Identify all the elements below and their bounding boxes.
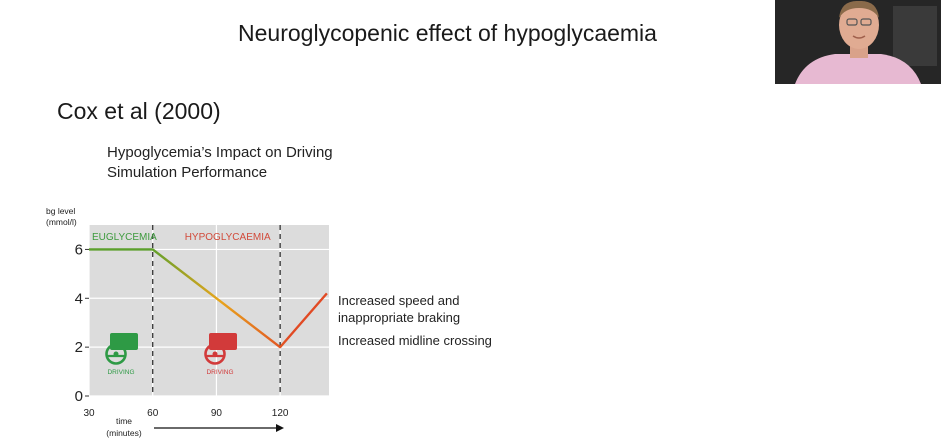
time-arrow-head [276,424,284,432]
annotation-line: inappropriate braking [338,310,461,325]
chart-title-line: Hypoglycemia’s Impact on Driving [107,144,333,161]
phase-label-hypoglycaemia: HYPOGLYCAEMIA [184,232,271,243]
y-axis-label: bg level [46,206,76,216]
x-axis-label: time [115,416,133,426]
annotation-line: Increased speed and [338,293,460,308]
annotation-midline-crossing [338,332,492,349]
x-tick-label: 120 [271,408,289,419]
y-tick-label: 2 [74,339,83,357]
chart-title-line: Simulation Performance [107,164,268,181]
x-tick-label: 60 [147,408,159,419]
slide-title: Neuroglycopenic effect of hypoglycaemia [238,20,657,46]
y-tick-label: 0 [74,388,83,405]
annotation-speed-braking [338,292,460,326]
y-tick-label: 4 [74,290,83,308]
annotation-line: Increased midline crossing [338,333,492,348]
x-tick-label: 90 [210,408,222,419]
phase-label-euglycemia: EUGLYCEMIA [92,232,157,243]
y-tick-label: 6 [74,241,83,259]
x-tick-label: 30 [83,408,95,419]
x-axis-label: (minutes) [106,428,142,438]
reference-citation: Cox et al (2000) [57,98,221,124]
driving-label: DRIVING [206,369,234,376]
driving-label: DRIVING [107,369,135,376]
y-axis-label: (mmol/l) [46,217,77,227]
